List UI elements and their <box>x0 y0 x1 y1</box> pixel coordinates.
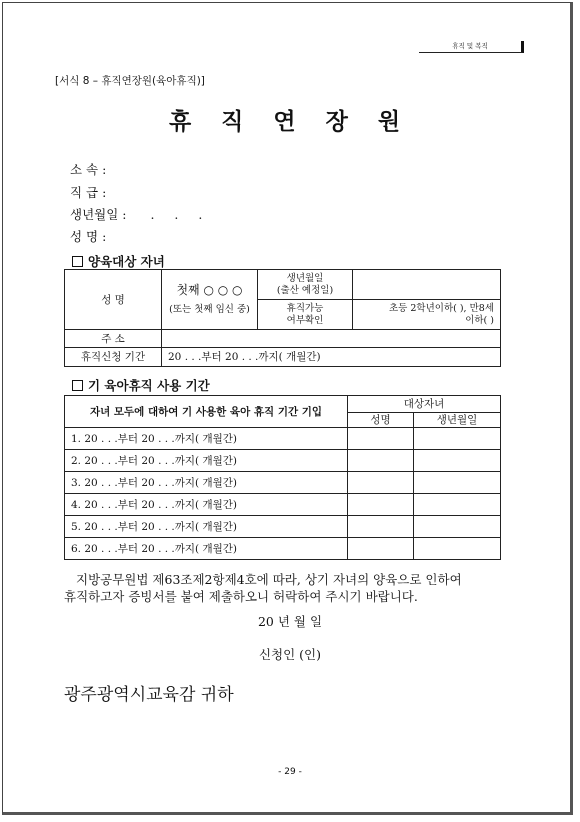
table-cell <box>348 428 414 450</box>
col-name-header: 성명 <box>348 413 414 428</box>
statement-line-2: 휴직하고자 증빙서를 붙여 제출하오니 허락하여 주시기 바랍니다. <box>64 589 418 604</box>
header-tab: 휴직 및 복직 <box>419 41 524 53</box>
children-table <box>64 269 501 367</box>
birthdate-dots: . . . <box>150 207 211 222</box>
child-cell <box>162 270 258 330</box>
table-cell <box>414 494 501 516</box>
table-cell <box>414 516 501 538</box>
table-cell <box>348 516 414 538</box>
page-number: - 29 - <box>278 767 302 777</box>
table-cell <box>414 472 501 494</box>
applicant-label: 생년월일 : <box>70 207 127 222</box>
previous-leave-table <box>64 395 501 560</box>
eligibility-label: 휴직가능 여부확인 <box>258 300 353 330</box>
date-line: 20 년 월 일 <box>257 614 323 629</box>
applicant-name <box>70 227 106 245</box>
page-title: 휴 직 연 장 원 <box>168 108 412 135</box>
table-row: 4. 20 . . .부터 20 . . .까지( 개월간) <box>65 494 348 516</box>
applicant-label: 성 명 : <box>70 229 107 244</box>
table-cell <box>348 538 414 560</box>
checkbox-icon <box>72 256 83 267</box>
child-name: 첫째 ○ ○ ○ <box>176 282 243 297</box>
address-label: 주 소 <box>65 330 162 348</box>
eligibility-value: 초등 2학년이하( ), 만8세 이하( ) <box>353 300 501 330</box>
applicant-department <box>70 160 106 178</box>
table-row: 5. 20 . . .부터 20 . . .까지( 개월간) <box>65 516 348 538</box>
table-cell <box>414 428 501 450</box>
table-row: 2. 20 . . .부터 20 . . .까지( 개월간) <box>65 450 348 472</box>
col-birth-header: 생년월일 <box>414 413 501 428</box>
table-row: 3. 20 . . .부터 20 . . .까지( 개월간) <box>65 472 348 494</box>
applicant-birthdate <box>70 205 210 223</box>
checkbox-icon <box>72 380 83 391</box>
addressee: 광주광역시교육감 귀하 <box>64 685 234 705</box>
form-label: [서식 8 – 휴직연장원(육아휴직)] <box>55 75 205 87</box>
table-cell <box>414 450 501 472</box>
statement-line-1: 지방공무원법 제63조제2항제4호에 따라, 상기 자녀의 양육으로 인하여 <box>76 572 462 587</box>
applicant-label: 소 속 : <box>70 162 107 177</box>
request-statement <box>64 571 462 605</box>
name-label: 성 명 <box>65 270 162 330</box>
child-note: (또는 첫째 임신 중) <box>169 303 250 315</box>
table-cell <box>414 538 501 560</box>
applicant-label: 직 급 : <box>70 185 107 200</box>
table-cell <box>348 450 414 472</box>
section-heading-children: 양육대상 자녀 <box>72 252 165 270</box>
table-cell <box>348 472 414 494</box>
birth-label: 생년월일 (출산 예정일) <box>258 270 353 300</box>
birth-value <box>353 270 501 300</box>
applicant-rank <box>70 183 106 201</box>
section-heading-previous-leave: 기 육아휴직 사용 기간 <box>72 376 210 394</box>
table-cell <box>348 494 414 516</box>
address-value <box>162 330 501 348</box>
col-target-header: 대상자녀 <box>348 396 501 413</box>
col-main-header: 자녀 모두에 대하여 기 사용한 육아 휴직 기간 기입 <box>65 396 348 428</box>
signer-line: 신청인 (인) <box>258 647 322 662</box>
period-value: 20 . . .부터 20 . . .까지( 개월간) <box>162 348 501 367</box>
period-label: 휴직신청 기간 <box>65 348 162 367</box>
table-row: 6. 20 . . .부터 20 . . .까지( 개월간) <box>65 538 348 560</box>
table-row: 1. 20 . . .부터 20 . . .까지( 개월간) <box>65 428 348 450</box>
